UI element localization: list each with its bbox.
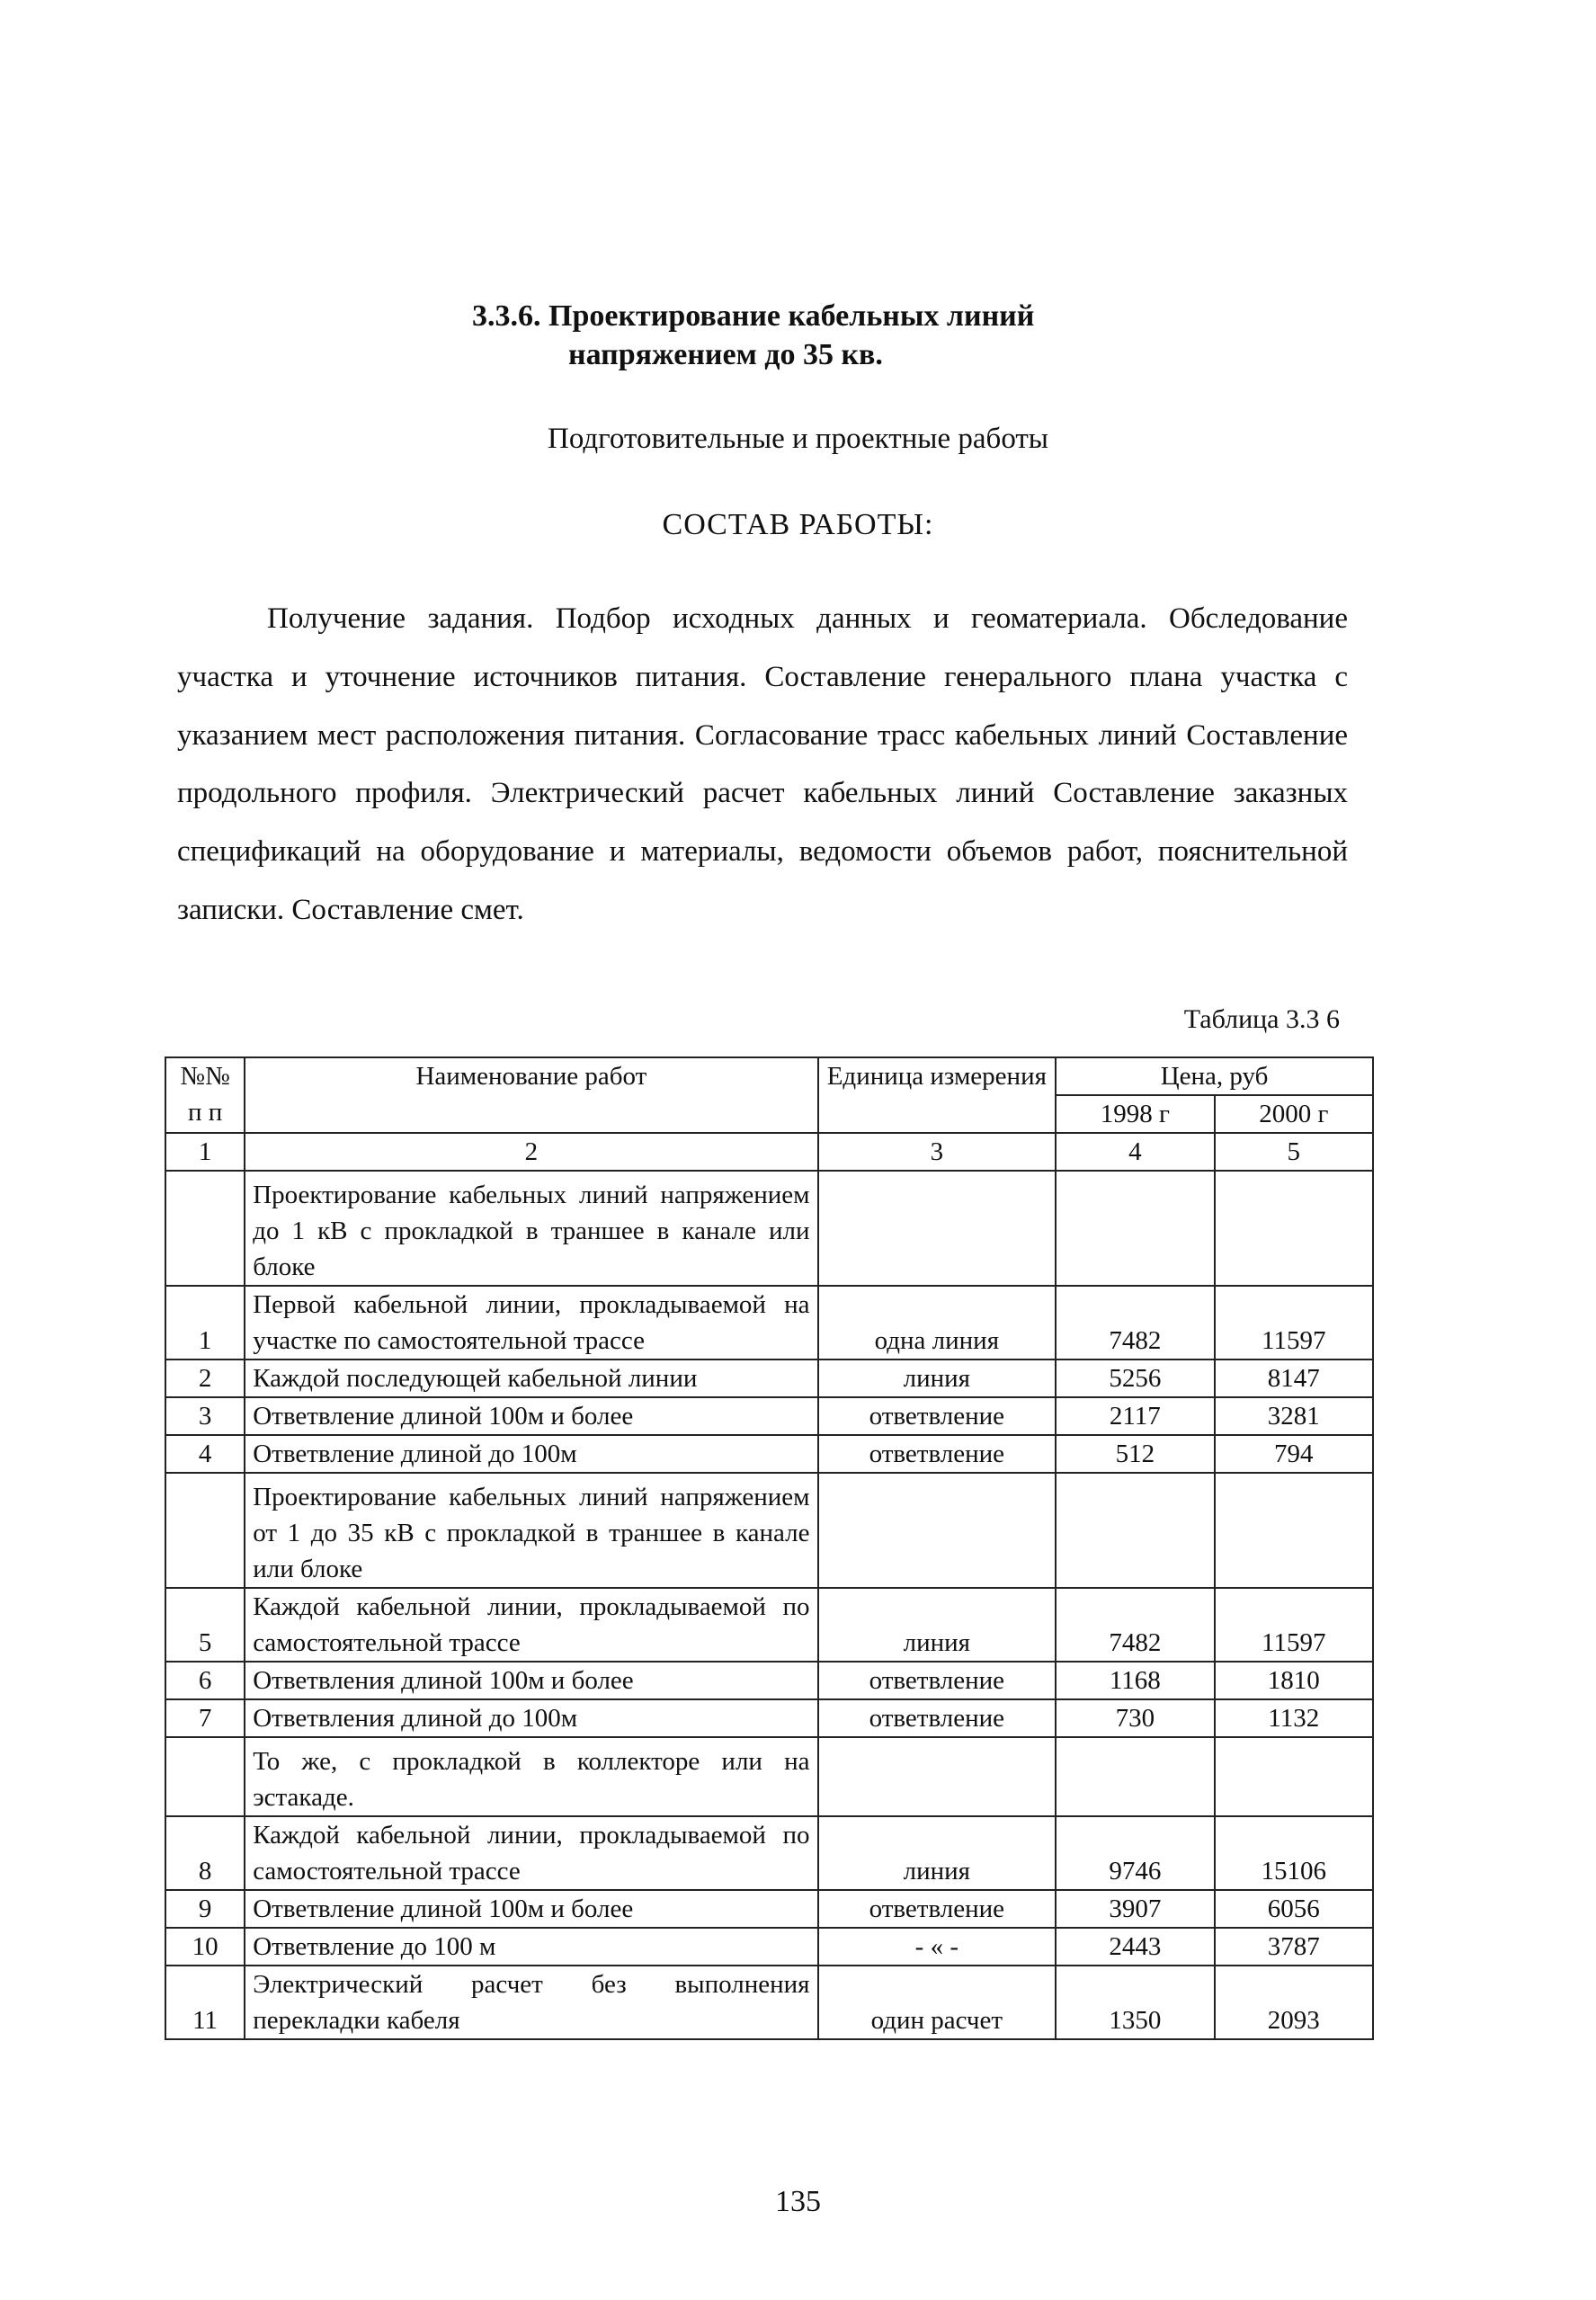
row-work-name: Ответвление длиной до 100м (245, 1435, 817, 1473)
row-number: 8 (165, 1816, 245, 1890)
row-number: 4 (165, 1435, 245, 1473)
header-num: №№ п п (165, 1057, 245, 1133)
table-group-row (165, 1737, 1373, 1816)
header-price: Цена, руб (1056, 1057, 1373, 1095)
table-row (165, 1816, 1373, 1890)
col-number: 1 (165, 1133, 245, 1171)
row-price-1998: 3907 (1056, 1890, 1214, 1928)
row-unit: ответвление (818, 1435, 1057, 1473)
row-price-1998: 2117 (1056, 1397, 1214, 1435)
row-unit: ответвление (818, 1397, 1057, 1435)
row-work-name: Ответвление до 100 м (245, 1928, 817, 1966)
row-price-2000 (1215, 1171, 1373, 1286)
row-price-1998: 1350 (1056, 1966, 1214, 2039)
table-row (165, 1699, 1373, 1737)
row-number: 11 (165, 1966, 245, 2039)
row-price-2000: 11597 (1215, 1286, 1373, 1359)
row-work-name: То же, с прокладкой в коллекторе или на эстакаде. (245, 1737, 817, 1816)
row-price-2000: 11597 (1215, 1588, 1373, 1662)
row-number: 6 (165, 1662, 245, 1699)
row-number: 7 (165, 1699, 245, 1737)
row-number (165, 1171, 245, 1286)
table-body (165, 1171, 1373, 2039)
row-unit: линия (818, 1816, 1057, 1890)
row-price-2000: 2093 (1215, 1966, 1373, 2039)
table-group-row (165, 1171, 1373, 1286)
row-work-name: Проектирование кабельных линий напряжением от 1 до 35 кВ с прокладкой в траншее в канале или блоке (245, 1473, 817, 1588)
row-number: 1 (165, 1286, 245, 1359)
row-number (165, 1473, 245, 1588)
row-unit: линия (818, 1588, 1057, 1662)
row-price-2000: 8147 (1215, 1359, 1373, 1397)
page-number: 135 (775, 2185, 821, 2218)
row-price-1998: 512 (1056, 1435, 1214, 1473)
header-year-1998: 1998 г (1056, 1095, 1214, 1133)
row-work-name: Ответвление длиной 100м и более (245, 1397, 817, 1435)
row-work-name: Проектирование кабельных линий напряжением до 1 кВ с прокладкой в траншее в канале или блоке (245, 1171, 817, 1286)
table-group-row (165, 1473, 1373, 1588)
composition-heading: СОСТАВ РАБОТЫ: (662, 508, 934, 541)
col-number: 3 (818, 1133, 1057, 1171)
row-price-2000 (1215, 1473, 1373, 1588)
row-unit: ответвление (818, 1662, 1057, 1699)
col-number: 2 (245, 1133, 817, 1171)
row-unit: один расчет (818, 1966, 1057, 2039)
table-row (165, 1662, 1373, 1699)
row-work-name: Электрический расчет без выполнения перекладки кабеля (245, 1966, 817, 2039)
row-number (165, 1737, 245, 1816)
row-unit (818, 1473, 1057, 1588)
row-number: 10 (165, 1928, 245, 1966)
subtitle: Подготовительные и проектные работы (548, 423, 1048, 455)
row-unit: ответвление (818, 1699, 1057, 1737)
row-work-name: Ответвления длиной 100м и более (245, 1662, 817, 1699)
work-composition-paragraph: Получение задания. Подбор исходных данных и геоматериала. Обследование участка и уточнение источников питания. Составление генерального плана участка с указанием мест расположения питания. Согласование трасс кабельных линий Составление продольного профиля. Электрический расчет кабельных линий Составление заказных спецификаций на оборудование и материалы, ведомости объемов работ, пояснительной записки. Составление смет. (177, 602, 1348, 926)
row-unit: ответвление (818, 1890, 1057, 1928)
row-price-2000: 6056 (1215, 1890, 1373, 1928)
row-number: 9 (165, 1890, 245, 1928)
header-unit: Единица измерения (818, 1057, 1057, 1133)
row-price-2000: 3787 (1215, 1928, 1373, 1966)
table-row (165, 1890, 1373, 1928)
row-price-2000 (1215, 1737, 1373, 1816)
row-work-name: Каждой кабельной линии, прокладываемой по самостоятельной трассе (245, 1588, 817, 1662)
row-price-1998 (1056, 1171, 1214, 1286)
row-work-name: Первой кабельной линии, прокладываемой на участке по самостоятельной трассе (245, 1286, 817, 1359)
row-work-name: Ответвление длиной 100м и более (245, 1890, 817, 1928)
row-unit: линия (818, 1359, 1057, 1397)
col-number: 5 (1215, 1133, 1373, 1171)
header-name: Наименование работ (245, 1057, 817, 1133)
row-price-1998: 1168 (1056, 1662, 1214, 1699)
col-number: 4 (1056, 1133, 1214, 1171)
row-price-2000: 794 (1215, 1435, 1373, 1473)
row-number: 2 (165, 1359, 245, 1397)
table-row (165, 1928, 1373, 1966)
row-unit: - « - (818, 1928, 1057, 1966)
price-table (165, 1056, 1374, 2040)
row-price-1998: 9746 (1056, 1816, 1214, 1890)
table-row (165, 1966, 1373, 2039)
table-caption: Таблица 3.3 6 (1183, 1004, 1340, 1034)
section-title-line2: напряжением до 35 кв. (568, 338, 883, 371)
row-unit (818, 1171, 1057, 1286)
row-price-2000: 1810 (1215, 1662, 1373, 1699)
row-unit: одна линия (818, 1286, 1057, 1359)
table-row (165, 1359, 1373, 1397)
row-work-name: Ответвления длиной до 100м (245, 1699, 817, 1737)
table-row (165, 1397, 1373, 1435)
row-price-2000: 15106 (1215, 1816, 1373, 1890)
row-price-1998: 2443 (1056, 1928, 1214, 1966)
row-work-name: Каждой последующей кабельной линии (245, 1359, 817, 1397)
row-price-1998: 7482 (1056, 1588, 1214, 1662)
table-row (165, 1588, 1373, 1662)
row-price-1998: 5256 (1056, 1359, 1214, 1397)
table-row (165, 1286, 1373, 1359)
row-price-2000: 1132 (1215, 1699, 1373, 1737)
header-year-2000: 2000 г (1215, 1095, 1373, 1133)
section-title-line1: 3.3.6. Проектирование кабельных линий (472, 299, 1035, 333)
row-price-1998: 7482 (1056, 1286, 1214, 1359)
row-number: 5 (165, 1588, 245, 1662)
row-price-1998: 730 (1056, 1699, 1214, 1737)
row-number: 3 (165, 1397, 245, 1435)
row-price-1998 (1056, 1737, 1214, 1816)
row-price-2000: 3281 (1215, 1397, 1373, 1435)
row-work-name: Каждой кабельной линии, прокладываемой по самостоятельной трассе (245, 1816, 817, 1890)
row-unit (818, 1737, 1057, 1816)
table-row (165, 1435, 1373, 1473)
row-price-1998 (1056, 1473, 1214, 1588)
